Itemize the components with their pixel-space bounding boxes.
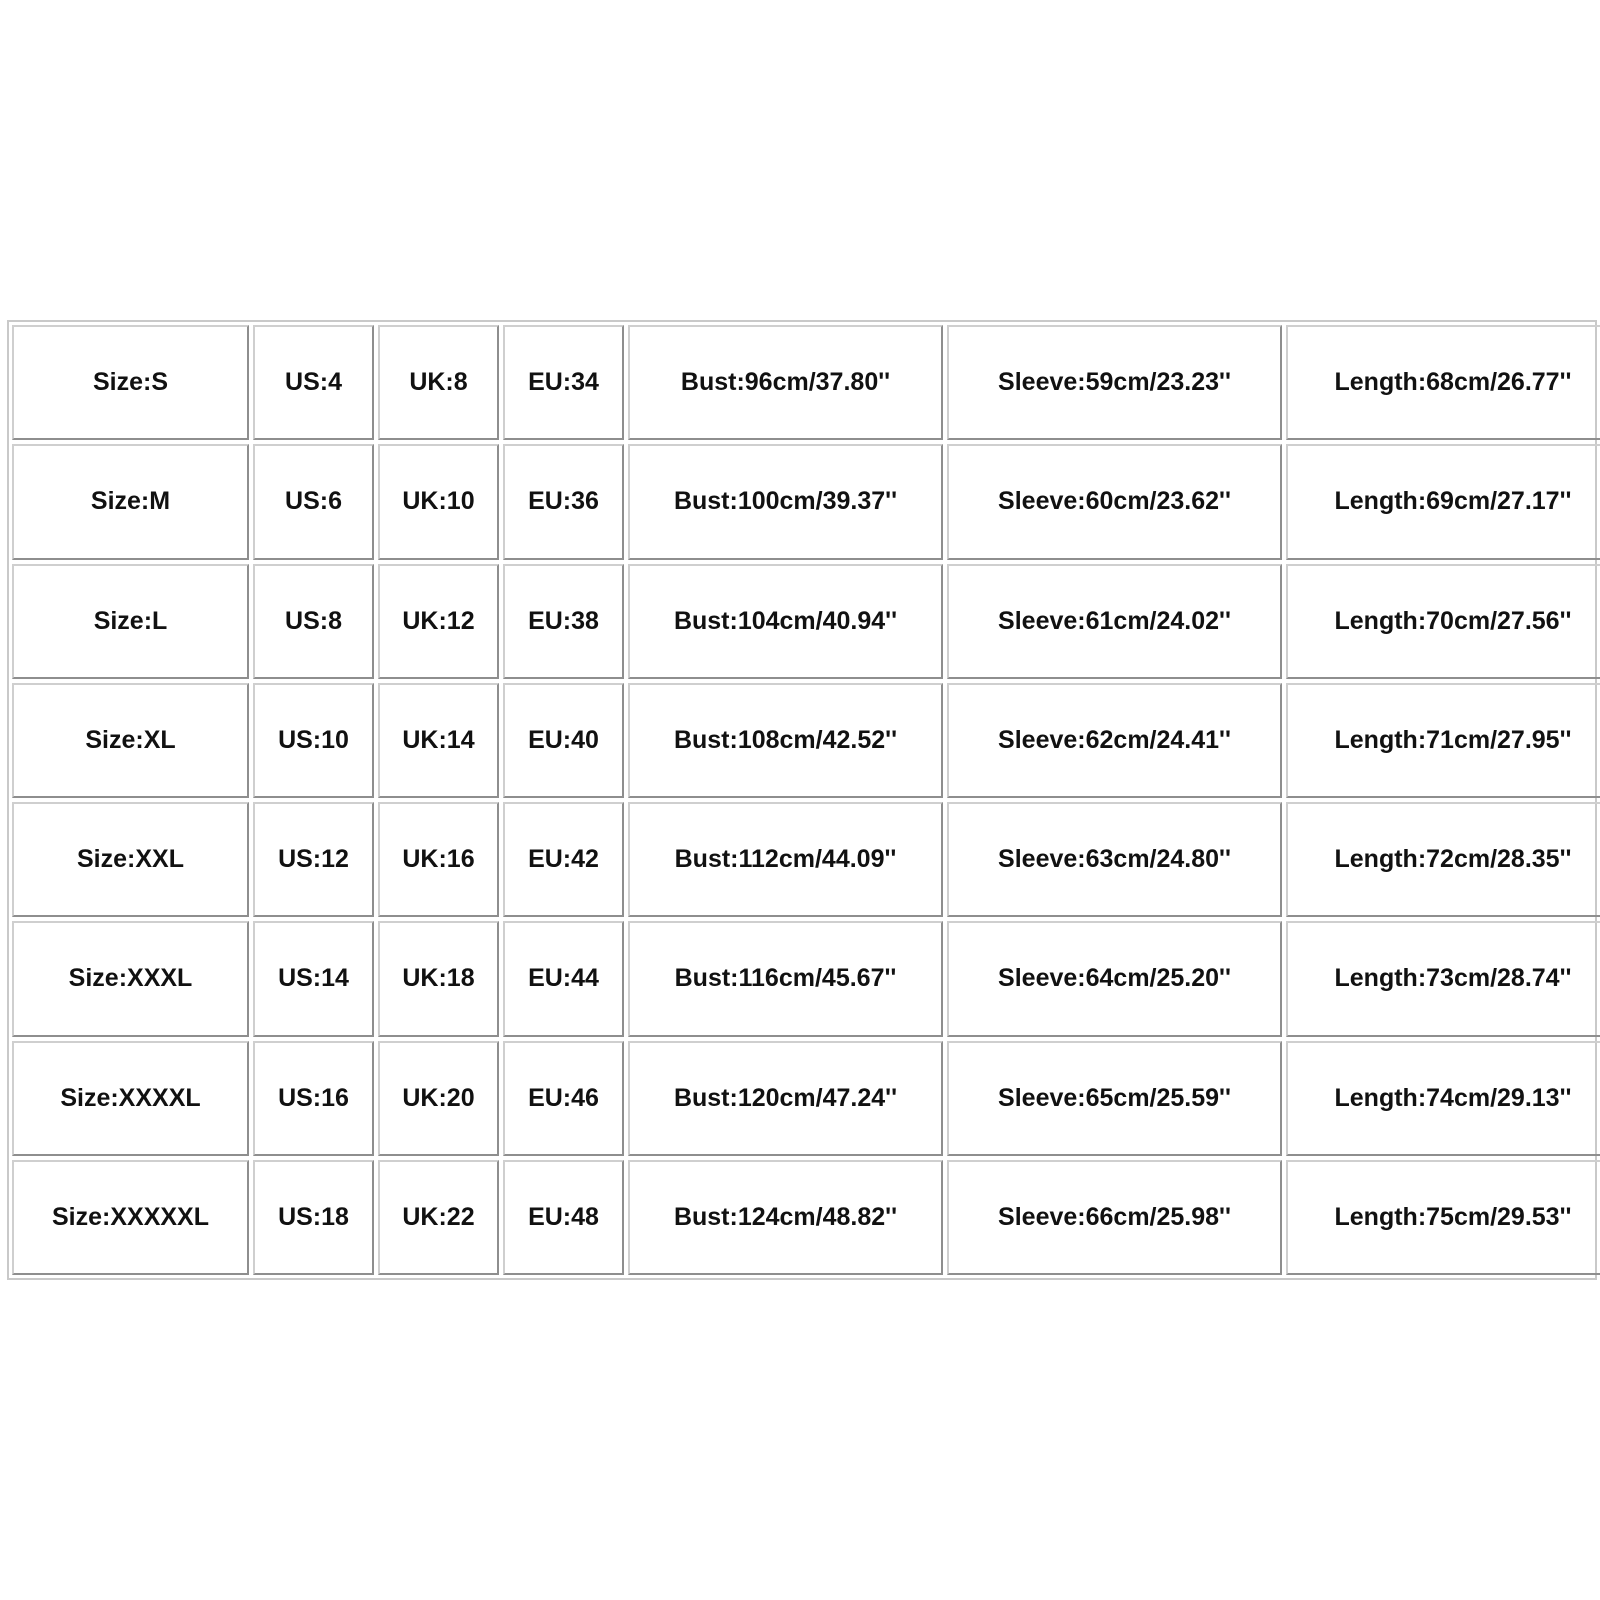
size-chart-cell-us: US:16 [253,1041,374,1156]
size-chart-cell-sleeve: Sleeve:65cm/25.59'' [947,1041,1282,1156]
size-chart-cell-size: Size:XXXL [12,921,249,1036]
size-chart-cell-eu: EU:40 [503,683,624,798]
size-chart-cell-sleeve: Sleeve:61cm/24.02'' [947,564,1282,679]
size-chart-cell-uk: UK:20 [378,1041,499,1156]
size-chart-cell-length: Length:73cm/28.74'' [1286,921,1600,1036]
size-chart-cell-eu: EU:48 [503,1160,624,1275]
size-chart-cell-uk: UK:8 [378,325,499,440]
size-chart-cell-uk: UK:22 [378,1160,499,1275]
size-chart-cell-uk: UK:10 [378,444,499,559]
size-chart-cell-us: US:18 [253,1160,374,1275]
size-chart-cell-length: Length:75cm/29.53'' [1286,1160,1600,1275]
size-chart-cell-uk: UK:12 [378,564,499,679]
size-chart-cell-us: US:10 [253,683,374,798]
size-chart-cell-eu: EU:44 [503,921,624,1036]
size-chart-cell-bust: Bust:104cm/40.94'' [628,564,943,679]
size-chart-cell-length: Length:69cm/27.17'' [1286,444,1600,559]
size-chart-cell-us: US:8 [253,564,374,679]
size-chart-table [7,320,1597,1280]
size-chart-cell-eu: EU:38 [503,564,624,679]
size-chart-cell-eu: EU:36 [503,444,624,559]
size-chart-cell-us: US:4 [253,325,374,440]
size-chart-cell-uk: UK:14 [378,683,499,798]
size-chart-cell-size: Size:S [12,325,249,440]
size-chart-cell-eu: EU:42 [503,802,624,917]
size-chart-cell-sleeve: Sleeve:64cm/25.20'' [947,921,1282,1036]
size-chart-cell-us: US:12 [253,802,374,917]
size-chart-cell-eu: EU:46 [503,1041,624,1156]
size-chart-cell-sleeve: Sleeve:66cm/25.98'' [947,1160,1282,1275]
size-chart-cell-sleeve: Sleeve:59cm/23.23'' [947,325,1282,440]
size-chart-cell-bust: Bust:124cm/48.82'' [628,1160,943,1275]
size-chart-cell-uk: UK:18 [378,921,499,1036]
size-chart-cell-size: Size:XXL [12,802,249,917]
size-chart-cell-eu: EU:34 [503,325,624,440]
size-chart-cell-size: Size:XL [12,683,249,798]
size-chart-cell-length: Length:74cm/29.13'' [1286,1041,1600,1156]
size-chart-cell-sleeve: Sleeve:60cm/23.62'' [947,444,1282,559]
size-chart-cell-bust: Bust:112cm/44.09'' [628,802,943,917]
size-chart-cell-bust: Bust:96cm/37.80'' [628,325,943,440]
size-chart-cell-us: US:14 [253,921,374,1036]
size-chart-cell-size: Size:XXXXL [12,1041,249,1156]
size-chart-cell-sleeve: Sleeve:63cm/24.80'' [947,802,1282,917]
size-chart-cell-length: Length:70cm/27.56'' [1286,564,1600,679]
size-chart-cell-length: Length:71cm/27.95'' [1286,683,1600,798]
size-chart-cell-size: Size:L [12,564,249,679]
size-chart-cell-size: Size:XXXXXL [12,1160,249,1275]
size-chart-cell-bust: Bust:120cm/47.24'' [628,1041,943,1156]
size-chart-cell-length: Length:72cm/28.35'' [1286,802,1600,917]
size-chart-cell-uk: UK:16 [378,802,499,917]
size-chart-cell-size: Size:M [12,444,249,559]
size-chart-cell-sleeve: Sleeve:62cm/24.41'' [947,683,1282,798]
size-chart-cell-us: US:6 [253,444,374,559]
size-chart-cell-length: Length:68cm/26.77'' [1286,325,1600,440]
size-chart-cell-bust: Bust:108cm/42.52'' [628,683,943,798]
size-chart-cell-bust: Bust:100cm/39.37'' [628,444,943,559]
size-chart-cell-bust: Bust:116cm/45.67'' [628,921,943,1036]
